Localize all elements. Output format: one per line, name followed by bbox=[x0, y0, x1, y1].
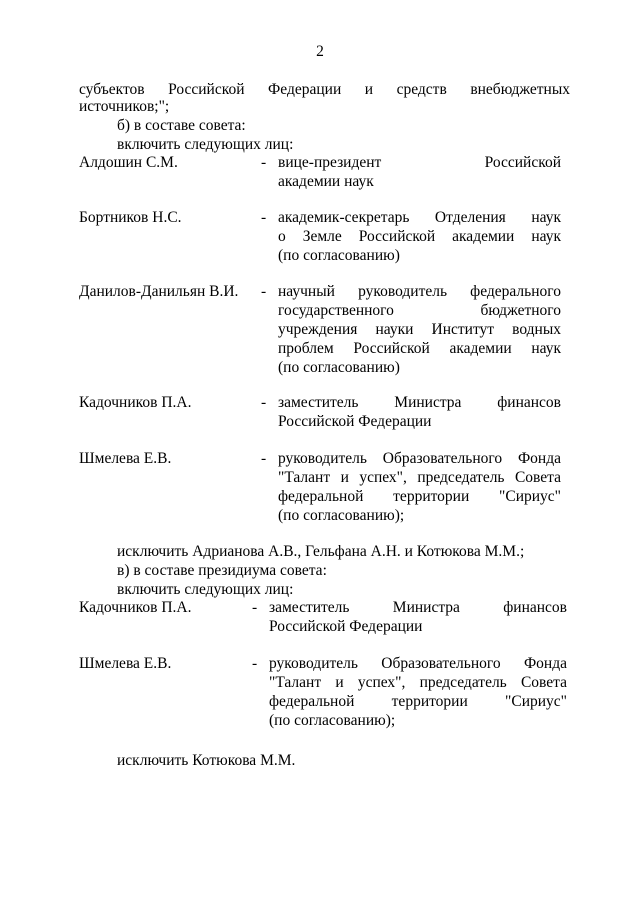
position-line: Российской Федерации bbox=[278, 413, 432, 430]
member-position bbox=[278, 393, 561, 431]
member-name: Шмелева Е.В. bbox=[79, 450, 172, 467]
position-line: учреждения науки Институт водных bbox=[278, 321, 561, 338]
position-line: заместитель Министра финансов bbox=[278, 394, 561, 411]
member-name: Кадочников П.А. bbox=[79, 599, 192, 616]
member-name: Алдошин С.М. bbox=[79, 154, 178, 171]
include-heading-council: включить следующих лиц: bbox=[117, 136, 294, 153]
member-position bbox=[269, 654, 567, 730]
include-heading-presidium: включить следующих лиц: bbox=[117, 581, 294, 598]
item-c-heading: в) в составе президиума совета: bbox=[117, 562, 327, 579]
position-line: Российской Федерации bbox=[269, 618, 423, 635]
position-line: (по согласованию) bbox=[278, 359, 400, 376]
position-line: руководитель Образовательного Фонда bbox=[278, 450, 561, 467]
member-dash: - bbox=[261, 209, 267, 226]
position-line: научный руководитель федерального bbox=[278, 283, 561, 300]
intro-word: средств bbox=[396, 81, 447, 98]
position-line: государственного бюджетного bbox=[278, 302, 561, 319]
intro-line-2: источников;"; bbox=[79, 98, 170, 115]
position-line: (по согласованию) bbox=[278, 247, 400, 264]
position-line: (по согласованию); bbox=[269, 712, 396, 729]
intro-word: и bbox=[364, 81, 374, 98]
position-line: академии наук bbox=[278, 173, 374, 190]
member-position bbox=[278, 208, 561, 265]
position-line: проблем Российской академии наук bbox=[278, 340, 561, 357]
member-position bbox=[278, 153, 561, 191]
member-position bbox=[278, 449, 561, 525]
member-name: Бортников Н.С. bbox=[79, 209, 182, 226]
position-line: заместитель Министра финансов bbox=[269, 599, 567, 616]
member-name: Кадочников П.А. bbox=[79, 394, 192, 411]
member-position bbox=[278, 282, 561, 377]
member-name: Шмелева Е.В. bbox=[79, 655, 172, 672]
position-line: о Земле Российской академии наук bbox=[278, 228, 561, 245]
position-line: федеральной территории "Сириус" bbox=[278, 488, 561, 505]
member-name: Данилов-Данильян В.И. bbox=[79, 283, 239, 300]
intro-word: Федерации bbox=[268, 81, 342, 98]
member-dash: - bbox=[261, 283, 267, 300]
intro-word: субъектов bbox=[79, 81, 145, 98]
position-line: вице-президент Российской bbox=[278, 154, 561, 171]
position-line: руководитель Образовательного Фонда bbox=[269, 655, 567, 672]
intro-word: внебюджетных bbox=[470, 81, 570, 98]
page-number: 2 bbox=[316, 43, 324, 60]
position-line: (по согласованию); bbox=[278, 507, 405, 524]
member-dash: - bbox=[261, 154, 267, 171]
position-line: федеральной территории "Сириус" bbox=[269, 693, 567, 710]
position-line: "Талант и успех", председатель Совета bbox=[278, 469, 561, 486]
member-dash: - bbox=[261, 450, 267, 467]
position-line: "Талант и успех", председатель Совета bbox=[269, 674, 567, 691]
member-dash: - bbox=[252, 599, 258, 616]
member-dash: - bbox=[252, 655, 258, 672]
member-position bbox=[269, 598, 567, 636]
exclude-council: исключить Адрианова А.В., Гельфана А.Н. и Котюкова М.М.; bbox=[117, 543, 525, 560]
member-dash: - bbox=[261, 394, 267, 411]
intro-word: Российской bbox=[168, 81, 245, 98]
exclude-presidium: исключить Котюкова М.М. bbox=[117, 752, 296, 769]
item-b-heading: б) в составе совета: bbox=[117, 117, 246, 134]
position-line: академик-секретарь Отделения наук bbox=[278, 209, 561, 226]
